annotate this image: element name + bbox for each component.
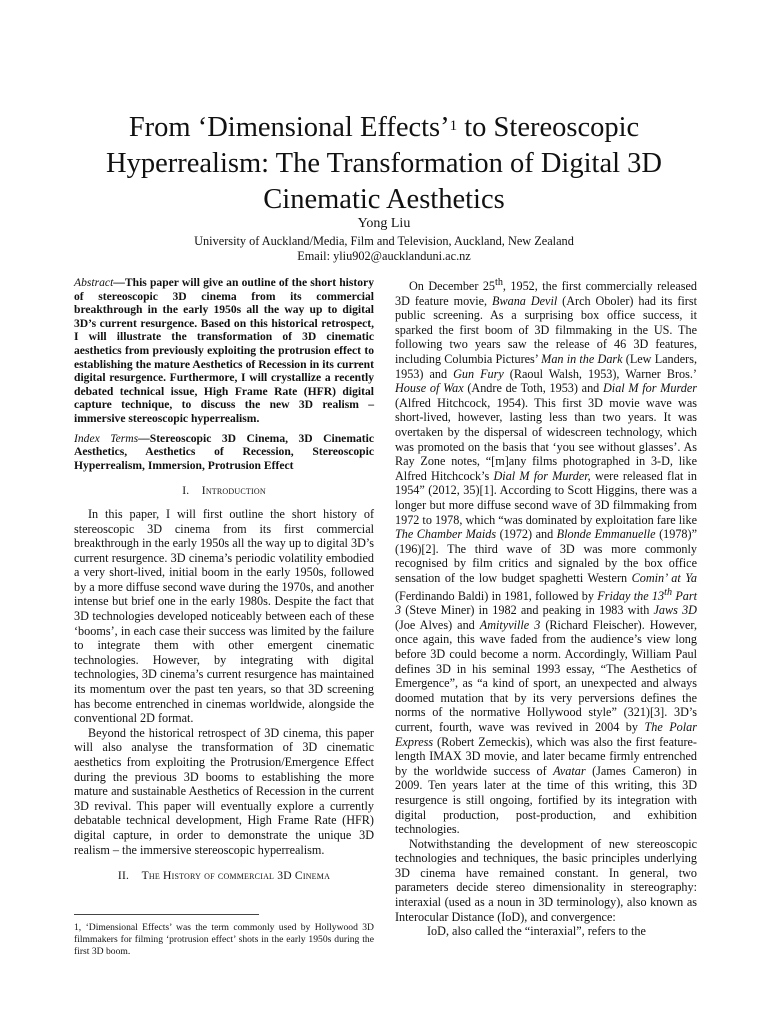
film-title: House of Wax — [395, 381, 464, 396]
text-run: were released flat in 1954” (2012, 35)[1]. According to Scott Higgins, there was a longer but more diffuse second wave of 3D filmmaking from 1972 to 1978, which “was dominated by exploitation fare like — [395, 468, 697, 527]
text-run: (James Cameron) in 2009. Ten years later at the time of this writing, this 3D resurgence is still ongoing, fortified by its integration with digital production, post-production, and exhibition technologies. — [395, 763, 698, 837]
film-title: Bwana Devil — [492, 293, 558, 308]
title-part-1: From ‘Dimensional Effects’ — [128, 112, 450, 143]
film-title: Part 3 — [395, 588, 698, 618]
film-title: Man in the Dark — [541, 352, 623, 367]
footnote-divider — [74, 914, 259, 915]
film-title: The Chamber Maids — [395, 527, 497, 542]
text-run: (Richard Fleischer). However, once again, this wave faded from the audience’s view long before 3D could become a norm. Accordingly, William Paul defines 3D in his seminal 1993 essay, “The Aesthetics of Emergence”, as “a kind of sport, an unexpected and always doomed mutation that by its very perversions defines the norms of the normative Hollywood style” (321)[3]. 3D’s current, fourth, wave was revived in 2004 by — [395, 617, 697, 734]
film-title: Avatar — [553, 763, 586, 778]
index-terms — [74, 432, 374, 473]
left-column — [74, 276, 374, 892]
section-heading-history — [74, 869, 374, 884]
text-run: (Steve Miner) in 1982 and peaking in 1983 with — [401, 603, 654, 618]
title-footnote-marker: 1 — [449, 118, 458, 134]
text-run: (Alfred Hitchcock, 1954). This first 3D movie wave was short-lived, however, lasting less than two years. It was overtaken by the dispersal of widescreen technology, which was promoted on the basis that ‘you see without glasses’. As Ray Zone notes, “[m]any films photographed in 3-D, like Alfred Hitchcock’s — [395, 395, 697, 483]
text-run: On December 25 — [409, 279, 496, 294]
section-1-title: Introduction — [201, 484, 266, 498]
right-column — [395, 276, 697, 939]
abstract-label: Abstract — [74, 276, 114, 289]
text-run: (Arch Oboler) had its first public screening. As a surprising box office success, it sparked the first boom of 3D filmmaking in the US. The following two years saw the release of 46 3D features, including Columbia Pictures’ — [395, 293, 697, 367]
film-title: Amityville 3 — [479, 617, 541, 632]
intro-paragraph-2: Beyond the historical retrospect of 3D cinema, this paper will also analyse the transformation of 3D cinematic aesthetics from exploiting the Protrusion/Emergence Effect during the previous 3D booms to establishing the more mature and sustainable Aesthetics of Recession in the current 3D revival. This paper will eventually explore a currently debatable technical development, High Frame Rate (HFR) digital capture, in order to demonstrate the unique 3D realism – the immersive stereoscopic hyperrealism. — [74, 725, 374, 857]
text-run: (Andre de Toth, 1953) and — [463, 381, 603, 396]
section-heading-introduction — [74, 484, 374, 499]
film-title: Comin’ at Ya — [631, 570, 697, 585]
paper-title — [60, 110, 708, 218]
index-terms-label: Index Terms — [74, 431, 139, 445]
text-run: (Lew Landers, 1953) and — [395, 352, 697, 381]
author-email: Email: yliu902@aucklanduni.ac.nz — [297, 249, 471, 263]
footnote-1: 1, ‘Dimensional Effects’ was the term commonly used by Hollywood 3D filmmakers for filming ‘protrusion effect’ shots in the early 1950s during the first 3D boom. — [74, 922, 374, 957]
superscript: th — [495, 277, 503, 288]
section-1-number: I. — [182, 484, 190, 498]
film-title: Dial M for Murder — [603, 381, 697, 396]
author-affiliation: University of Auckland/Media, Film and Television, Auckland, New Zealand — [194, 234, 574, 248]
text-run: (1978)” (196)[2]. The third wave of 3D was more commonly recognised by film critics and signaled by the box office sensation of the low budget spaghetti Western — [395, 527, 697, 585]
history-paragraph-3: IoD, also called the “interaxial”, refers to the — [427, 924, 646, 939]
text-run: (1972) and — [496, 527, 557, 542]
film-title: Gun Fury — [453, 366, 504, 381]
film-title: Blonde Emmanuelle — [556, 527, 656, 542]
film-title: The Polar Express — [395, 719, 697, 749]
abstract-text: —This paper will give an outline of the short history of stereoscopic 3D cinema from its commercial breakthrough in the early 1950s all the way up to digital 3D’s current resurgence. Based on this historical retrospect, I will illustrate the transformation of 3D cinematic aesthetics from previously exploiting the protrusion effect to establishing the mature Aesthetics of Recession in its current digital resurgence. Furthermore, I will crystallize a recently debated technical issue, High Frame Rate (HFR) digital capture technique, to discuss the new 3D realism – immersive stereoscopic hyperrealism. — [74, 276, 374, 425]
text-run: , 1952, the first commercially released 3D feature movie, — [395, 279, 697, 308]
section-2-title: The History of commercial 3D Cinema — [141, 869, 331, 883]
text-run: (Robert Zemeckis), which was also the first feature-length IMAX 3D movie, and later became firmly entrenched by the worldwide success of — [395, 734, 697, 778]
text-run: (Raoul Walsh, 1953), Warner Bros.’ — [503, 366, 697, 381]
superscript: th — [664, 586, 673, 598]
index-terms-text: —Stereoscopic 3D Cinema, 3D Cinematic Aesthetics, Aesthetics of Recession, Stereoscopic Hyperrealism, Immersion, Protrusion Effect — [74, 431, 374, 472]
text-run: (Joe Alves) and — [395, 617, 480, 632]
intro-paragraph-1: In this paper, I will first outline the short history of stereoscopic 3D cinema from its first commercial breakthrough in the early 1950s all the way up to digital 3D’s current resurgence. 3D cinema’s periodic volatility embodied a very short-lived, initial boom in the early 1950s, followed by a more diffuse second wave during the 1970s, and another intense but brief one in the early 1980s. Despite the fact that 3D technologies developed noticeably between each of these ‘booms’, in each case their success was limited by the failure to integrate them with other emergent cinematic technologies. However, by integrating with digital technologies, 3D cinema’s current resurgence has maintained its momentum over the past ten years, so that 3D screening has become entrenched in cinemas worldwide, alongside the conventional 2D format. — [74, 506, 374, 726]
film-title: Jaws 3D — [653, 603, 697, 618]
title-part-2: to Stereoscopic Hyperrealism: The Transformation of Digital 3D Cinematic Aesthetics — [106, 112, 662, 215]
author-name: Yong Liu — [357, 216, 411, 231]
history-paragraph-2: Notwithstanding the development of new stereoscopic technologies and techniques, the basic principles underlying 3D cinema have remained constant. In general, two parameters decide stereo dimensionality in stereography: interaxial (used as a noun in 3D terminology), also known as Interocular Distance (IoD), and convergence: — [395, 836, 697, 924]
film-title: Friday the 13 — [597, 588, 665, 603]
history-paragraph-1 — [395, 276, 697, 837]
section-2-number: II. — [117, 869, 130, 883]
film-title: Dial M for Murder, — [493, 468, 591, 483]
text-run: (Ferdinando Baldi) in 1981, followed by — [395, 588, 598, 603]
abstract — [74, 276, 374, 426]
